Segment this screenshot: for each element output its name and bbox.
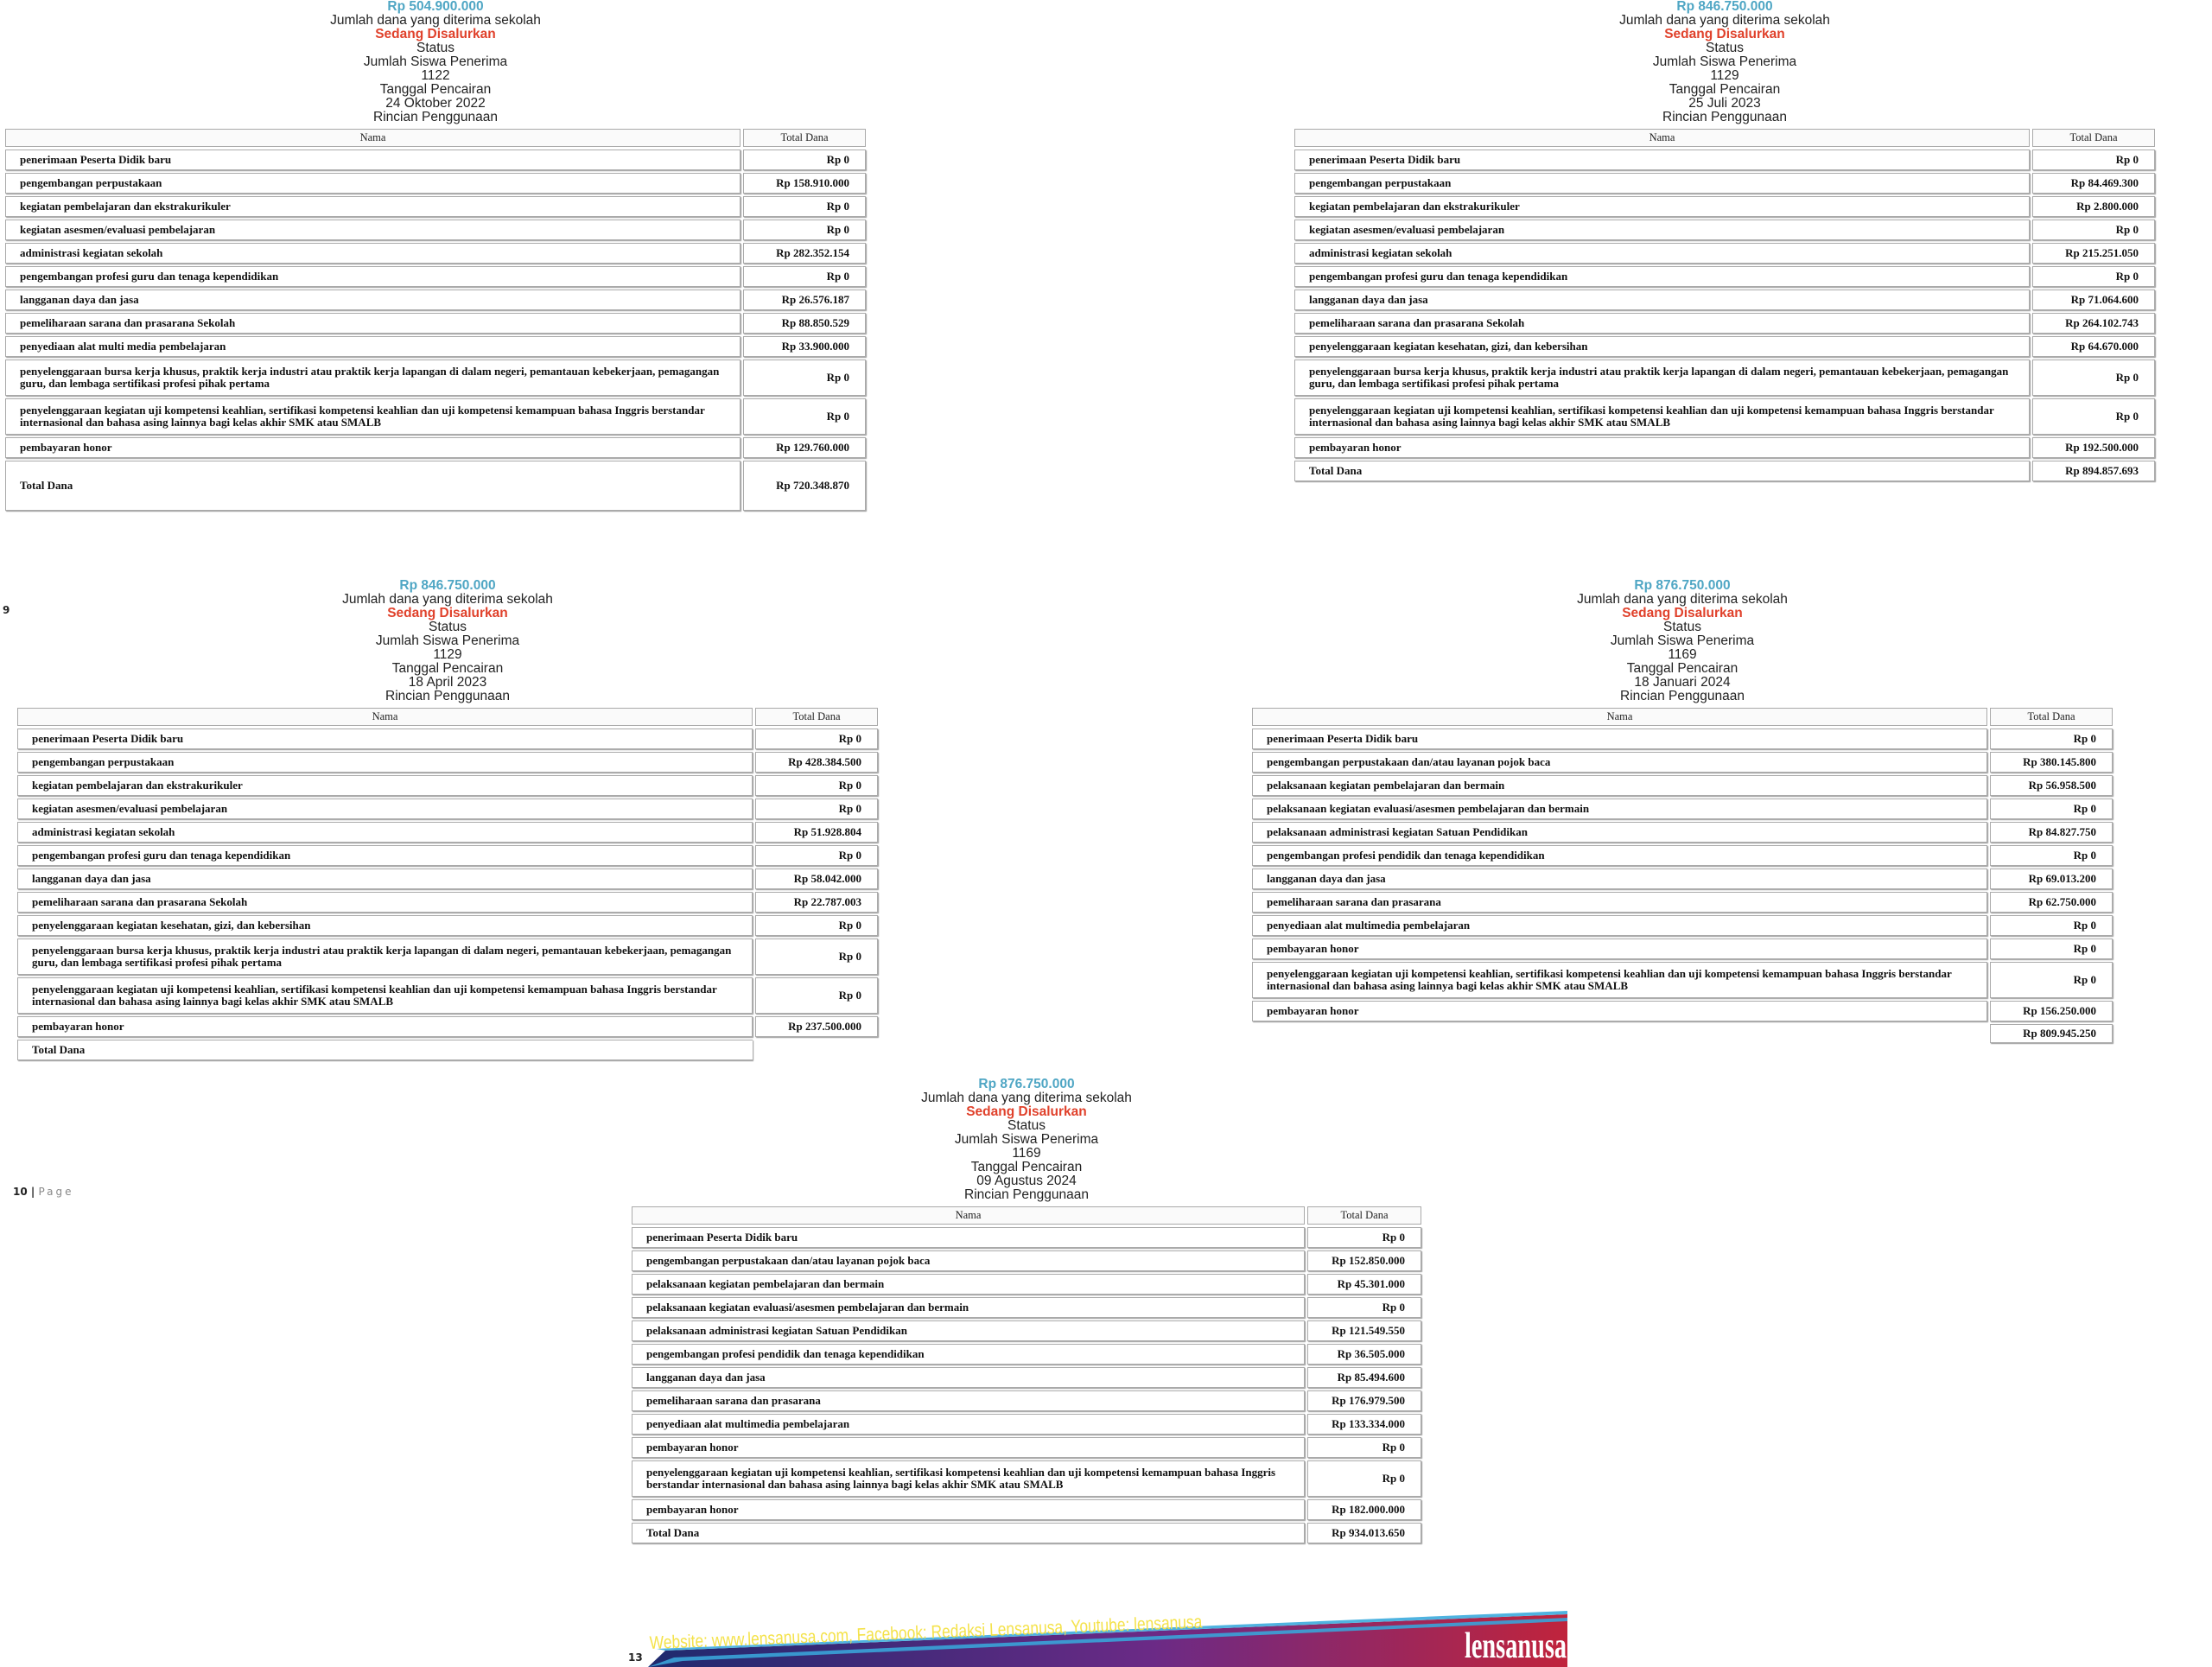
row-nama-cell: pelaksanaan kegiatan evaluasi/asesmen pembelajaran dan bermain	[1252, 799, 1987, 819]
table-row	[1294, 289, 2155, 310]
fund-amount: Rp 876.750.000	[1634, 578, 1731, 593]
col-nama-header: Nama	[632, 1206, 1305, 1225]
table-row	[17, 892, 878, 913]
siswa-count: 1129	[1710, 68, 1739, 83]
row-total-cell: Rp 51.928.804	[755, 822, 878, 843]
amount-caption: Jumlah dana yang diterima sekolah	[330, 13, 541, 28]
status-caption: Status	[1007, 1118, 1046, 1133]
table-row	[17, 775, 878, 796]
row-nama-cell: kegiatan pembelajaran dan ekstrakurikuler	[1294, 196, 2030, 217]
status-caption: Status	[416, 41, 454, 55]
table-row	[632, 1367, 1421, 1388]
col-nama-header: Nama	[5, 129, 741, 147]
section-header	[1292, 0, 2158, 124]
status-caption: Status	[429, 620, 467, 634]
status-value: Sedang Disalurkan	[1664, 27, 1785, 41]
col-total-header: Total Dana	[743, 129, 866, 147]
row-nama-cell: pembayaran honor	[632, 1499, 1305, 1520]
table-row	[5, 150, 866, 170]
row-total-cell: Rp 0	[755, 799, 878, 819]
row-total-cell: Rp 0	[1990, 915, 2113, 936]
row-total-cell: Rp 0	[1990, 845, 2113, 866]
row-total-cell: Rp 0	[755, 977, 878, 1014]
table-row	[5, 173, 866, 194]
table-row	[17, 977, 878, 1014]
row-nama-cell: pembayaran honor	[1252, 938, 1987, 959]
table-row	[17, 752, 878, 773]
siswa-caption: Jumlah Siswa Penerima	[954, 1132, 1099, 1147]
row-nama-cell: Total Dana	[632, 1523, 1305, 1543]
page-number-13	[628, 1651, 643, 1664]
table-row	[17, 938, 878, 975]
page-number: 13	[628, 1651, 643, 1664]
table-row	[17, 1016, 878, 1037]
row-total-cell: Rp 0	[1307, 1297, 1421, 1318]
page-number: 10	[13, 1186, 28, 1198]
fund-amount: Rp 504.900.000	[387, 0, 484, 14]
row-nama-cell: pemeliharaan sarana dan prasarana Sekolah	[17, 892, 753, 913]
row-total-cell: Rp 121.549.550	[1307, 1320, 1421, 1341]
table-row	[1294, 313, 2155, 334]
col-total-header: Total Dana	[755, 708, 878, 726]
col-total-header: Total Dana	[1307, 1206, 1421, 1225]
col-total-header: Total Dana	[2032, 129, 2155, 147]
row-total-cell: Rp 0	[1307, 1227, 1421, 1248]
row-total-cell: Rp 720.348.870	[743, 461, 866, 511]
row-total-cell: Rp 129.760.000	[743, 437, 866, 458]
row-nama-cell: pengembangan perpustakaan	[17, 752, 753, 773]
table-row	[632, 1414, 1421, 1435]
row-total-cell: Rp 88.850.529	[743, 313, 866, 334]
section-header	[3, 0, 868, 124]
row-total-cell	[755, 1040, 878, 1060]
amount-caption: Jumlah dana yang diterima sekolah	[1619, 13, 1830, 28]
row-nama-cell: langganan daya dan jasa	[632, 1367, 1305, 1388]
row-total-cell: Rp 69.013.200	[1990, 868, 2113, 889]
table-row	[1252, 938, 2113, 959]
col-nama-header: Nama	[1252, 708, 1987, 726]
tanggal-caption: Tanggal Pencairan	[970, 1160, 1083, 1174]
row-total-cell: Rp 380.145.800	[1990, 752, 2113, 773]
table-row	[632, 1499, 1421, 1520]
table-row	[1252, 892, 2113, 913]
row-nama-cell: penerimaan Peserta Didik baru	[1294, 150, 2030, 170]
row-nama-cell: pengembangan profesi guru dan tenaga kependidikan	[17, 845, 753, 866]
fund-section-1	[3, 0, 868, 513]
row-nama-cell: langganan daya dan jasa	[5, 289, 741, 310]
table-row	[1294, 173, 2155, 194]
table-row	[17, 729, 878, 749]
footer-banner	[648, 1607, 1567, 1667]
rincian-caption: Rincian Penggunaan	[1620, 689, 1745, 703]
row-nama-cell: pemeliharaan sarana dan prasarana	[632, 1390, 1305, 1411]
row-nama-cell: Total Dana	[17, 1040, 753, 1060]
row-total-cell: Rp 0	[2032, 398, 2155, 435]
rincian-caption: Rincian Penggunaan	[964, 1187, 1089, 1202]
row-nama-cell: kegiatan pembelajaran dan ekstrakurikuler	[17, 775, 753, 796]
fund-amount: Rp 846.750.000	[1676, 0, 1773, 14]
table-row	[632, 1320, 1421, 1341]
row-total-cell: Rp 0	[1307, 1437, 1421, 1458]
rincian-caption: Rincian Penggunaan	[1662, 110, 1787, 124]
table-row	[1294, 359, 2155, 396]
tanggal-caption: Tanggal Pencairan	[379, 82, 492, 97]
row-total-cell: Rp 22.787.003	[755, 892, 878, 913]
row-nama-cell: pengembangan perpustakaan	[1294, 173, 2030, 194]
row-nama-cell: langganan daya dan jasa	[1252, 868, 1987, 889]
table-row	[632, 1344, 1421, 1365]
row-total-cell: Rp 33.900.000	[743, 336, 866, 357]
row-total-cell: Rp 0	[1990, 799, 2113, 819]
row-total-cell: Rp 809.945.250	[1990, 1024, 2113, 1043]
table-row	[5, 289, 866, 310]
status-caption: Status	[1706, 41, 1744, 55]
rincian-caption: Rincian Penggunaan	[385, 689, 510, 703]
row-total-cell: Rp 45.301.000	[1307, 1274, 1421, 1295]
row-nama-cell: pengembangan perpustakaan dan/atau layanan pojok baca	[632, 1250, 1305, 1271]
table-row	[5, 398, 866, 435]
table-row	[1294, 196, 2155, 217]
row-nama-cell: penyelenggaraan kegiatan kesehatan, gizi, dan kebersihan	[17, 915, 753, 936]
siswa-caption: Jumlah Siswa Penerima	[1652, 54, 1797, 69]
table-row	[5, 220, 866, 240]
table-row	[632, 1227, 1421, 1248]
table-row	[1252, 1024, 2113, 1043]
row-total-cell: Rp 85.494.600	[1307, 1367, 1421, 1388]
row-total-cell: Rp 0	[1990, 938, 2113, 959]
amount-caption: Jumlah dana yang diterima sekolah	[921, 1091, 1132, 1105]
row-nama-cell: penyelenggaraan kegiatan kesehatan, gizi, dan kebersihan	[1294, 336, 2030, 357]
row-nama-cell: penerimaan Peserta Didik baru	[632, 1227, 1305, 1248]
row-total-cell: Rp 0	[2032, 359, 2155, 396]
row-total-cell: Rp 0	[755, 915, 878, 936]
table-row	[1294, 150, 2155, 170]
row-nama-cell: penerimaan Peserta Didik baru	[17, 729, 753, 749]
row-nama-cell: pengembangan profesi guru dan tenaga kependidikan	[5, 266, 741, 287]
row-nama-cell: penyelenggaraan bursa kerja khusus, praktik kerja industri atau praktik kerja lapangan di dalam negeri, pemantauan kebekerjaan, pemagangan guru, dan lembaga sertifikasi profesi pihak pertama	[1294, 359, 2030, 396]
table-row	[5, 437, 866, 458]
row-nama-cell: penerimaan Peserta Didik baru	[1252, 729, 1987, 749]
row-total-cell: Rp 2.800.000	[2032, 196, 2155, 217]
table-row	[1294, 243, 2155, 264]
tanggal-value: 25 Juli 2023	[1688, 96, 1761, 111]
rincian-caption: Rincian Penggunaan	[373, 110, 498, 124]
row-nama-cell: penyelenggaraan kegiatan uji kompetensi keahlian, sertifikasi kompetensi keahlian dan uji kompetensi kemampuan bahasa Inggris berstandar internasional dan bahasa asing lainnya bagi kelas akhir SMK atau SMALB	[17, 977, 753, 1014]
row-total-cell: Rp 84.469.300	[2032, 173, 2155, 194]
table-row	[1294, 336, 2155, 357]
page-word: Page	[38, 1186, 74, 1198]
row-nama-cell	[1252, 1024, 1987, 1043]
row-nama-cell: pengembangan profesi pendidik dan tenaga kependidikan	[632, 1344, 1305, 1365]
table-row	[1252, 962, 2113, 998]
siswa-caption: Jumlah Siswa Penerima	[363, 54, 508, 69]
section-header	[629, 1078, 1424, 1202]
table-row	[17, 799, 878, 819]
siswa-caption: Jumlah Siswa Penerima	[1610, 633, 1755, 648]
siswa-count: 1169	[1668, 647, 1697, 662]
row-total-cell: Rp 0	[2032, 220, 2155, 240]
row-nama-cell: administrasi kegiatan sekolah	[17, 822, 753, 843]
col-total-header: Total Dana	[1990, 708, 2113, 726]
amount-caption: Jumlah dana yang diterima sekolah	[342, 592, 553, 607]
tanggal-caption: Tanggal Pencairan	[1626, 661, 1738, 676]
row-nama-cell: langganan daya dan jasa	[1294, 289, 2030, 310]
siswa-count: 1129	[433, 647, 462, 662]
table-row	[1252, 868, 2113, 889]
table-row	[5, 266, 866, 287]
table-row	[5, 196, 866, 217]
table-row	[5, 313, 866, 334]
fund-amount: Rp 876.750.000	[978, 1077, 1075, 1091]
row-nama-cell: penyediaan alat multimedia pembelajaran	[632, 1414, 1305, 1435]
row-nama-cell: pemeliharaan sarana dan prasarana Sekolah	[1294, 313, 2030, 334]
row-nama-cell: pelaksanaan kegiatan pembelajaran dan bermain	[1252, 775, 1987, 796]
row-total-cell: Rp 0	[755, 729, 878, 749]
row-total-cell: Rp 64.670.000	[2032, 336, 2155, 357]
table-row	[17, 845, 878, 866]
row-nama-cell: pembayaran honor	[17, 1016, 753, 1037]
total-row	[1294, 461, 2155, 481]
row-nama-cell: kegiatan pembelajaran dan ekstrakurikuler	[5, 196, 741, 217]
row-total-cell: Rp 894.857.693	[2032, 461, 2155, 481]
amount-caption: Jumlah dana yang diterima sekolah	[1577, 592, 1788, 607]
section-header	[1249, 579, 2115, 703]
row-nama-cell: kegiatan asesmen/evaluasi pembelajaran	[1294, 220, 2030, 240]
row-nama-cell: penyelenggaraan kegiatan uji kompetensi keahlian, sertifikasi kompetensi keahlian dan uji kompetensi kemampuan bahasa Inggris berstandar internasional dan bahasa asing lainnya bagi kelas akhir SMK atau SMALB	[632, 1460, 1305, 1497]
siswa-caption: Jumlah Siswa Penerima	[375, 633, 520, 648]
status-value: Sedang Disalurkan	[375, 27, 496, 41]
row-total-cell: Rp 156.250.000	[1990, 1001, 2113, 1021]
row-total-cell: Rp 192.500.000	[2032, 437, 2155, 458]
section-header	[15, 579, 880, 703]
footer-logo: lensanusa	[1465, 1626, 1567, 1666]
row-nama-cell: langganan daya dan jasa	[17, 868, 753, 889]
footer-website-text: Website: www.lensanusa.com, Facebook: Redaksi Lensanusa, Youtube: lensanusa	[649, 1607, 1319, 1653]
row-total-cell: Rp 237.500.000	[755, 1016, 878, 1037]
table-row	[5, 336, 866, 357]
usage-table	[15, 705, 880, 1063]
fund-section-4	[1249, 579, 2115, 1046]
page-number-9	[3, 604, 10, 616]
usage-table	[1249, 705, 2115, 1046]
row-nama-cell: penyediaan alat multimedia pembelajaran	[1252, 915, 1987, 936]
row-total-cell: Rp 0	[755, 775, 878, 796]
row-total-cell: Rp 176.979.500	[1307, 1390, 1421, 1411]
row-total-cell: Rp 62.750.000	[1990, 892, 2113, 913]
row-nama-cell: penyediaan alat multi media pembelajaran	[5, 336, 741, 357]
table-row	[1294, 266, 2155, 287]
status-value: Sedang Disalurkan	[387, 606, 508, 620]
row-nama-cell: administrasi kegiatan sekolah	[1294, 243, 2030, 264]
table-row	[17, 868, 878, 889]
table-row	[1294, 437, 2155, 458]
row-total-cell: Rp 0	[743, 196, 866, 217]
row-nama-cell: kegiatan asesmen/evaluasi pembelajaran	[5, 220, 741, 240]
fund-section-3	[15, 579, 880, 1063]
total-row	[632, 1523, 1421, 1543]
usage-table	[3, 126, 868, 513]
fund-section-5	[629, 1078, 1424, 1546]
fund-amount: Rp 846.750.000	[399, 578, 496, 593]
row-total-cell: Rp 0	[2032, 266, 2155, 287]
row-nama-cell: pembayaran honor	[632, 1437, 1305, 1458]
row-total-cell: Rp 84.827.750	[1990, 822, 2113, 843]
tanggal-caption: Tanggal Pencairan	[1669, 82, 1781, 97]
row-total-cell: Rp 0	[2032, 150, 2155, 170]
row-nama-cell: Total Dana	[1294, 461, 2030, 481]
row-total-cell: Rp 0	[743, 266, 866, 287]
row-nama-cell: penyelenggaraan kegiatan uji kompetensi keahlian, sertifikasi kompetensi keahlian dan uji kompetensi kemampuan bahasa Inggris berstandar internasional dan bahasa asing lainnya bagi kelas akhir SMK atau SMALB	[1294, 398, 2030, 435]
status-value: Sedang Disalurkan	[966, 1104, 1087, 1119]
row-total-cell: Rp 0	[755, 845, 878, 866]
table-row	[632, 1460, 1421, 1497]
page-number: 9	[3, 604, 10, 616]
table-row	[1294, 220, 2155, 240]
tanggal-value: 18 April 2023	[408, 675, 487, 690]
row-nama-cell: penyelenggaraan bursa kerja khusus, praktik kerja industri atau praktik kerja lapangan di dalam negeri, pemantauan kebekerjaan, pemagangan guru, dan lembaga sertifikasi profesi pihak pertama	[5, 359, 741, 396]
table-row	[632, 1437, 1421, 1458]
row-total-cell: Rp 0	[743, 359, 866, 396]
tanggal-caption: Tanggal Pencairan	[391, 661, 504, 676]
table-row	[1294, 398, 2155, 435]
table-row	[1252, 915, 2113, 936]
row-total-cell: Rp 264.102.743	[2032, 313, 2155, 334]
total-row	[17, 1040, 878, 1060]
row-total-cell: Rp 934.013.650	[1307, 1523, 1421, 1543]
table-row	[1252, 799, 2113, 819]
tanggal-value: 18 Januari 2024	[1634, 675, 1731, 690]
table-row	[1252, 729, 2113, 749]
row-nama-cell: pelaksanaan administrasi kegiatan Satuan Pendidikan	[1252, 822, 1987, 843]
table-row	[5, 243, 866, 264]
usage-table	[629, 1204, 1424, 1546]
row-total-cell: Rp 282.352.154	[743, 243, 866, 264]
row-nama-cell: pengembangan perpustakaan dan/atau layanan pojok baca	[1252, 752, 1987, 773]
tanggal-value: 24 Oktober 2022	[385, 96, 486, 111]
row-nama-cell: pembayaran honor	[1252, 1001, 1987, 1021]
table-row	[1252, 752, 2113, 773]
table-row	[5, 359, 866, 396]
table-row	[1252, 1001, 2113, 1021]
row-total-cell: Rp 56.958.500	[1990, 775, 2113, 796]
col-nama-header: Nama	[1294, 129, 2030, 147]
table-row	[632, 1274, 1421, 1295]
siswa-count: 1169	[1012, 1146, 1041, 1161]
siswa-count: 1122	[421, 68, 450, 83]
row-nama-cell: kegiatan asesmen/evaluasi pembelajaran	[17, 799, 753, 819]
row-nama-cell: pelaksanaan administrasi kegiatan Satuan Pendidikan	[632, 1320, 1305, 1341]
status-caption: Status	[1663, 620, 1701, 634]
row-total-cell: Rp 0	[1990, 962, 2113, 998]
row-nama-cell: pengembangan profesi pendidik dan tenaga kependidikan	[1252, 845, 1987, 866]
row-nama-cell: penerimaan Peserta Didik baru	[5, 150, 741, 170]
row-total-cell: Rp 215.251.050	[2032, 243, 2155, 264]
row-total-cell: Rp 0	[743, 150, 866, 170]
fund-section-2	[1292, 0, 2158, 484]
row-total-cell: Rp 58.042.000	[755, 868, 878, 889]
table-row	[1252, 775, 2113, 796]
row-total-cell: Rp 26.576.187	[743, 289, 866, 310]
table-row	[17, 822, 878, 843]
row-nama-cell: administrasi kegiatan sekolah	[5, 243, 741, 264]
row-total-cell: Rp 36.505.000	[1307, 1344, 1421, 1365]
tanggal-value: 09 Agustus 2024	[976, 1174, 1077, 1188]
row-total-cell: Rp 182.000.000	[1307, 1499, 1421, 1520]
table-row	[632, 1390, 1421, 1411]
table-row	[632, 1297, 1421, 1318]
table-row	[17, 915, 878, 936]
row-nama-cell: pembayaran honor	[5, 437, 741, 458]
row-nama-cell: pengembangan profesi guru dan tenaga kependidikan	[1294, 266, 2030, 287]
row-nama-cell: Total Dana	[5, 461, 741, 511]
row-total-cell: Rp 0	[743, 398, 866, 435]
status-value: Sedang Disalurkan	[1622, 606, 1743, 620]
row-nama-cell: penyelenggaraan bursa kerja khusus, praktik kerja industri atau praktik kerja lapangan di dalam negeri, pemantauan kebekerjaan, pemagangan guru, dan lembaga sertifikasi profesi pihak pertama	[17, 938, 753, 975]
row-total-cell: Rp 0	[1307, 1460, 1421, 1497]
table-row	[632, 1250, 1421, 1271]
row-total-cell: Rp 152.850.000	[1307, 1250, 1421, 1271]
row-nama-cell: pemeliharaan sarana dan prasarana	[1252, 892, 1987, 913]
page-number-10: 10 | Page	[13, 1186, 74, 1198]
row-nama-cell: pemeliharaan sarana dan prasarana Sekolah	[5, 313, 741, 334]
row-nama-cell: pengembangan perpustakaan	[5, 173, 741, 194]
row-total-cell: Rp 158.910.000	[743, 173, 866, 194]
row-total-cell: Rp 428.384.500	[755, 752, 878, 773]
table-row	[1252, 845, 2113, 866]
row-nama-cell: penyelenggaraan kegiatan uji kompetensi keahlian, sertifikasi kompetensi keahlian dan uji kompetensi kemampuan bahasa Inggris berstandar internasional dan bahasa asing lainnya bagi kelas akhir SMK atau SMALB	[1252, 962, 1987, 998]
row-total-cell: Rp 0	[743, 220, 866, 240]
row-nama-cell: pembayaran honor	[1294, 437, 2030, 458]
row-nama-cell: penyelenggaraan kegiatan uji kompetensi keahlian, sertifikasi kompetensi keahlian dan uji kompetensi kemampuan bahasa Inggris berstandar internasional dan bahasa asing lainnya bagi kelas akhir SMK atau SMALB	[5, 398, 741, 435]
usage-table	[1292, 126, 2158, 484]
row-total-cell: Rp 71.064.600	[2032, 289, 2155, 310]
col-nama-header: Nama	[17, 708, 753, 726]
row-nama-cell: pelaksanaan kegiatan evaluasi/asesmen pembelajaran dan bermain	[632, 1297, 1305, 1318]
total-row	[5, 461, 866, 511]
row-total-cell: Rp 133.334.000	[1307, 1414, 1421, 1435]
table-row	[1252, 822, 2113, 843]
row-total-cell: Rp 0	[1990, 729, 2113, 749]
row-total-cell: Rp 0	[755, 938, 878, 975]
row-nama-cell: pelaksanaan kegiatan pembelajaran dan bermain	[632, 1274, 1305, 1295]
